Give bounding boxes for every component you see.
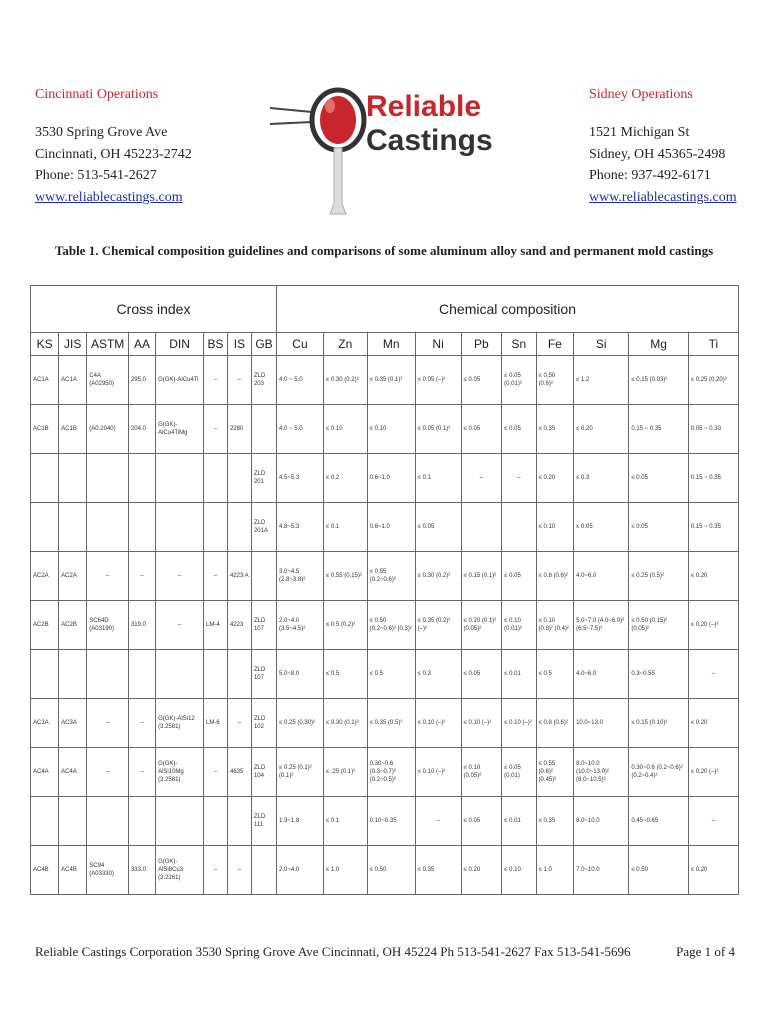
table-cell: 0.30~0.6 (0.3~0.7)² (0.2~0.5)² xyxy=(367,748,415,797)
table-cell: LM-6 xyxy=(204,699,228,748)
table-cell: – xyxy=(204,405,228,454)
table-cell: AC4A xyxy=(59,748,87,797)
table-cell: ≤ 0.8 (0.6)² xyxy=(536,552,574,601)
table-caption: Table 1. Chemical composition guidelines and comparisons of some aluminum alloy sand and permanent mold castings xyxy=(54,243,714,258)
table-cell: – xyxy=(688,797,738,846)
table-cell: 0.15 ~ 0.35 xyxy=(688,454,738,503)
table-cell xyxy=(227,503,251,552)
table-cell: ≤ 0.8 (0.6)² xyxy=(536,699,574,748)
table-cell: ≤ 0.5 xyxy=(367,650,415,699)
table-cell: ≤ 0.05 (0.01) xyxy=(502,748,536,797)
column-header: Zn xyxy=(323,333,367,356)
table-cell: ≤ 0.10 (–)² xyxy=(415,748,461,797)
table-cell: – xyxy=(415,797,461,846)
table-cell: ≤ 0.25 (0.5)² xyxy=(629,552,688,601)
column-header: Sn xyxy=(502,333,536,356)
table-cell: ≤ 0.01 xyxy=(502,797,536,846)
table-cell xyxy=(227,454,251,503)
table-cell: – xyxy=(502,454,536,503)
table-cell: ≤ 0.3 xyxy=(415,650,461,699)
table-cell xyxy=(251,405,276,454)
table-cell: ≤ 0.5 xyxy=(536,650,574,699)
footer-text: Reliable Castings Corporation 3530 Spring Grove Ave Cincinnati, OH 45224 Ph 513-541-2627 Fax 513-541-5696 xyxy=(35,944,631,959)
column-header: Pb xyxy=(461,333,502,356)
table-cell xyxy=(59,797,87,846)
composition-table xyxy=(30,285,739,895)
table-cell: ≤ 0.05 xyxy=(629,503,688,552)
table-cell xyxy=(59,503,87,552)
column-header: JIS xyxy=(59,333,87,356)
table-cell: AC2A xyxy=(59,552,87,601)
table-cell: ≤ 0.20 xyxy=(536,454,574,503)
table-cell: 2.0~4.0 xyxy=(277,846,324,895)
table-cell: C4A (A02950) xyxy=(87,356,129,405)
table-cell: 319.0 xyxy=(128,601,155,650)
table-cell: ≤ 0.05 xyxy=(502,405,536,454)
table-cell: ≤ 0.15 (0.03)² xyxy=(629,356,688,405)
table-cell: ≤ 0.05 (0.01)² xyxy=(502,356,536,405)
table-cell: ZLD 203 xyxy=(251,356,276,405)
sidney-street: 1521 Michigan St xyxy=(589,125,690,140)
table-cell: 3.0~4.5 (2.8~3.8)² xyxy=(277,552,324,601)
chemical-composition-header: Chemical composition xyxy=(277,286,739,333)
table-cell: G(GK)-AlSi12 (3.2581) xyxy=(156,699,204,748)
table-cell: G(GK)-AlCu4Ti xyxy=(156,356,204,405)
table-cell: 1.3~1.8 xyxy=(277,797,324,846)
table-cell xyxy=(461,503,502,552)
table-cell: – xyxy=(128,748,155,797)
table-cell: 5.0~8.0 xyxy=(277,650,324,699)
table-cell: ≤ 0.20 xyxy=(688,846,738,895)
table-cell: 4223 A xyxy=(227,552,251,601)
table-cell xyxy=(227,650,251,699)
table-cell: 0.15 ~ 0.35 xyxy=(629,405,688,454)
table-cell xyxy=(31,650,59,699)
table-cell: 5.0~7.0 (4.0~6.0)² (6.5~7.5)² xyxy=(574,601,629,650)
table-cell: ≤ 0.35 (0.1)² xyxy=(367,356,415,405)
column-header: Si xyxy=(574,333,629,356)
table-cell: ≤ 0.35 (0.2)² (–)² xyxy=(415,601,461,650)
table-cell: LM-4 xyxy=(204,601,228,650)
column-header: Ni xyxy=(415,333,461,356)
table-cell xyxy=(156,797,204,846)
table-cell: ≤ 0.50 (0.15)² (0.05)² xyxy=(629,601,688,650)
column-header: ASTM xyxy=(87,333,129,356)
table-cell: ≤ 0.30 (0.2)² xyxy=(323,356,367,405)
table-cell: 2280 xyxy=(227,405,251,454)
table-cell xyxy=(128,797,155,846)
table-cell: G(GK)-AlSi8Cu3 (3.2161) xyxy=(156,846,204,895)
table-cell: – xyxy=(204,748,228,797)
table-cell: ≤ 0.20 (–)² xyxy=(688,601,738,650)
table-cell: – xyxy=(204,552,228,601)
table-cell: ≤ 0.55 (0.15)² xyxy=(323,552,367,601)
table-cell: ZLD 107 xyxy=(251,601,276,650)
table-cell: ≤ 0.10 (0.8)² (0.4)² xyxy=(536,601,574,650)
table-cell xyxy=(251,846,276,895)
cross-index-header: Cross index xyxy=(31,286,277,333)
table-cell xyxy=(128,503,155,552)
table-cell: ≤ 0.55 (0.2~0.6)² xyxy=(367,552,415,601)
table-cell: 4.0 ~ 5.0 xyxy=(277,356,324,405)
table-cell: ≤ 0.10 xyxy=(323,405,367,454)
table-cell: AC1A xyxy=(31,356,59,405)
table-row xyxy=(31,846,739,895)
table-cell: ≤ 0.50 (0.6)² xyxy=(536,356,574,405)
table-cell xyxy=(251,552,276,601)
table-cell: G(GK)-AlSi10Mg (3.2581) xyxy=(156,748,204,797)
table-cell: ≤ 0.10 xyxy=(367,405,415,454)
table-cell: 8.0~10.0 xyxy=(574,797,629,846)
table-cell: ≤ 0.15 (0.10)² xyxy=(629,699,688,748)
cincinnati-title: Cincinnati Operations xyxy=(35,87,159,102)
page-number: Page 1 of 4 xyxy=(676,944,735,959)
table-cell: ≤ 0.50 xyxy=(629,846,688,895)
table-row xyxy=(31,650,739,699)
table-cell: G(GK)-AlCu4TiMg xyxy=(156,405,204,454)
column-header: GB xyxy=(251,333,276,356)
table-cell: 4635 xyxy=(227,748,251,797)
column-header: AA xyxy=(128,333,155,356)
table-cell: 4.5~5.3 xyxy=(277,454,324,503)
table-cell: ≤ 0.1 xyxy=(323,797,367,846)
table-cell: – xyxy=(688,650,738,699)
sidney-city: Sidney, OH 45365-2498 xyxy=(589,146,726,162)
table-cell: ≤ 0.25 (0.1)² (0.1)² xyxy=(277,748,324,797)
table-cell: 10.0~13.0 xyxy=(574,699,629,748)
table-cell xyxy=(31,797,59,846)
table-cell xyxy=(59,650,87,699)
table-cell: 295.0 xyxy=(128,356,155,405)
table-cell: ≤ 0.20 xyxy=(461,846,502,895)
sidney-phone: Phone: 937-492-6171 xyxy=(589,168,711,183)
table-cell: ≤ 0.20 xyxy=(688,699,738,748)
table-cell: ≤ 0.1 xyxy=(323,503,367,552)
table-cell xyxy=(128,650,155,699)
table-row xyxy=(31,601,739,650)
table-cell: 0.05 ~ 0.30 xyxy=(688,405,738,454)
table-cell: SC64D (A03190) xyxy=(87,601,129,650)
table-cell: – xyxy=(87,748,129,797)
column-header: Mg xyxy=(629,333,688,356)
table-cell: – xyxy=(204,356,228,405)
table-cell: ≤ 0.05 xyxy=(461,356,502,405)
column-header: Fe xyxy=(536,333,574,356)
table-cell xyxy=(87,503,129,552)
table-cell: ≤ 1.0 xyxy=(536,846,574,895)
table-cell: ≤ 0.50 xyxy=(367,846,415,895)
table-cell xyxy=(87,650,129,699)
table-row xyxy=(31,699,739,748)
table-cell: – xyxy=(461,454,502,503)
table-cell: ZLD 201A xyxy=(251,503,276,552)
table-cell: 4.0~6.0 xyxy=(574,650,629,699)
table-cell xyxy=(204,503,228,552)
table-cell: ≤ 0.10 (0.05)² xyxy=(461,748,502,797)
logo-line-1: Reliable xyxy=(366,90,482,123)
table-cell: – xyxy=(227,356,251,405)
table-cell: 333.0 xyxy=(128,846,155,895)
table-cell: ≤ 0.15 (0.1)² xyxy=(461,552,502,601)
table-cell: ≤ .25 (0.1)² xyxy=(323,748,367,797)
table-cell: 0.6~1.0 xyxy=(367,503,415,552)
table-cell: ≤ 0.05 xyxy=(574,503,629,552)
table-cell: 0.10~0.35 xyxy=(367,797,415,846)
table-row xyxy=(31,503,739,552)
cincinnati-block xyxy=(35,86,235,208)
table-cell: (A0.2040) xyxy=(87,405,129,454)
table-cell: SC94 (A03330) xyxy=(87,846,129,895)
table-cell: 2.0~4.0 (3.5~4.5)² xyxy=(277,601,324,650)
table-cell: AC4B xyxy=(31,846,59,895)
table-row xyxy=(31,356,739,405)
table-cell: ≤ 0.05 xyxy=(415,503,461,552)
table-cell: ≤ 0.20 (–)² xyxy=(688,748,738,797)
table-cell: 4.0 ~ 5.0 xyxy=(277,405,324,454)
table-cell: – xyxy=(128,552,155,601)
table-cell: – xyxy=(227,699,251,748)
table-cell: 8.0~10.0 (10.0~13.0)² (8.0~10.5)² xyxy=(574,748,629,797)
table-cell: 0.15 ~ 0.35 xyxy=(688,503,738,552)
table-cell: ≤ 0.3 xyxy=(574,454,629,503)
table-cell: ≤ 0.05 xyxy=(502,552,536,601)
table-cell: ≤ 0.35 xyxy=(415,846,461,895)
column-header: KS xyxy=(31,333,59,356)
table-cell: ≤ 0.10 xyxy=(502,846,536,895)
logo-line-2: Castings xyxy=(366,124,493,157)
table-cell: ZLD 201 xyxy=(251,454,276,503)
table-cell: ≤ 0.30 (0.2)² xyxy=(415,552,461,601)
table-row xyxy=(31,405,739,454)
table-cell: – xyxy=(156,552,204,601)
column-header: Mn xyxy=(367,333,415,356)
cincinnati-web-link[interactable]: www.reliablecastings.com xyxy=(35,189,183,205)
table-cell: AC2B xyxy=(59,601,87,650)
table-cell: ≤ 0.05 xyxy=(461,405,502,454)
table-cell: ≤ 0.30 (0.1)² xyxy=(323,699,367,748)
table-cell: ≤ 0.10 (0.01)² xyxy=(502,601,536,650)
table-cell: ≤ 0.35 xyxy=(536,797,574,846)
table-cell xyxy=(204,454,228,503)
table-cell: AC1B xyxy=(31,405,59,454)
table-row xyxy=(31,797,739,846)
table-cell xyxy=(156,650,204,699)
footer xyxy=(35,944,735,960)
table-cell: ≤ 0.2 xyxy=(323,454,367,503)
table-cell: ≤ 0.20 xyxy=(574,405,629,454)
table-cell: 0.30~0.6 (0.2~0.6)² (0.2~0.4)² xyxy=(629,748,688,797)
table-cell: ≤ 0.1 xyxy=(415,454,461,503)
table-cell xyxy=(59,454,87,503)
column-header: BS xyxy=(204,333,228,356)
table-cell xyxy=(227,797,251,846)
table-cell: AC2B xyxy=(31,601,59,650)
table-cell: ≤ 1.0 xyxy=(323,846,367,895)
table-cell: ≤ 0.50 (0.2~0.6)² (0.3)² xyxy=(367,601,415,650)
column-header: DIN xyxy=(156,333,204,356)
table-cell: ≤ 0.05 xyxy=(461,650,502,699)
sidney-block xyxy=(589,86,759,208)
table-cell: AC3A xyxy=(59,699,87,748)
table-cell: ≤ 0.05 (0.1)² xyxy=(415,405,461,454)
table-cell: ≤ 0.10 (–)² xyxy=(415,699,461,748)
column-header: Cu xyxy=(277,333,324,356)
table-cell: AC2A xyxy=(31,552,59,601)
cincinnati-phone: Phone: 513-541-2627 xyxy=(35,168,157,183)
table-cell: ≤ 0.55 (0.6)² (0.45)² xyxy=(536,748,574,797)
table-cell: 204.0 xyxy=(128,405,155,454)
table-cell: 4.8~5.3 xyxy=(277,503,324,552)
table-cell: ≤ 0.5 (0.2)² xyxy=(323,601,367,650)
table-cell xyxy=(87,797,129,846)
table-cell: ≤ 0.35 xyxy=(536,405,574,454)
table-cell: 0.6~1.0 xyxy=(367,454,415,503)
table-cell: AC4B xyxy=(59,846,87,895)
table-cell: – xyxy=(204,846,228,895)
table-cell: ≤ 0.25 (0.20)² xyxy=(688,356,738,405)
table-cell: 7.0~10.0 xyxy=(574,846,629,895)
table-cell: ≤ 0.10 (–)² xyxy=(461,699,502,748)
table-cell xyxy=(31,454,59,503)
table-cell xyxy=(156,503,204,552)
table-cell: ≤ 0.25 (0.30)² xyxy=(277,699,324,748)
table-cell: ≤ 0.20 xyxy=(688,552,738,601)
table-cell: – xyxy=(156,601,204,650)
table-cell: ≤ 0.05 (–)² xyxy=(415,356,461,405)
table-cell: 0.3~0.55 xyxy=(629,650,688,699)
table-cell: 4.0~6.0 xyxy=(574,552,629,601)
column-header: Ti xyxy=(688,333,738,356)
table-cell: ≤ 1.2 xyxy=(574,356,629,405)
table-cell: – xyxy=(227,846,251,895)
table-cell: ZLD 111 xyxy=(251,797,276,846)
sidney-title: Sidney Operations xyxy=(589,87,693,102)
table-cell xyxy=(204,650,228,699)
cincinnati-street: 3530 Spring Grove Ave xyxy=(35,125,168,140)
table-cell: 4223 xyxy=(227,601,251,650)
table-cell: ZLD 107 xyxy=(251,650,276,699)
table-row xyxy=(31,552,739,601)
table-cell: – xyxy=(87,552,129,601)
table-cell xyxy=(502,503,536,552)
table-row xyxy=(31,748,739,797)
table-cell: AC4A xyxy=(31,748,59,797)
table-cell: – xyxy=(87,699,129,748)
table-cell: AC1A xyxy=(59,356,87,405)
table-cell xyxy=(204,797,228,846)
table-cell: ≤ 0.05 xyxy=(461,797,502,846)
table-cell: ≤ 0.01 xyxy=(502,650,536,699)
table-cell xyxy=(31,503,59,552)
table-cell: ≤ 0.35 (0.5)² xyxy=(367,699,415,748)
table-cell: ≤ 0.10 xyxy=(536,503,574,552)
table-cell: ≤ 0.5 xyxy=(323,650,367,699)
table-cell: ZLD 104 xyxy=(251,748,276,797)
cincinnati-city: Cincinnati, OH 45223-2742 xyxy=(35,146,192,162)
table-cell: ≤ 0.05 xyxy=(629,454,688,503)
table-cell xyxy=(87,454,129,503)
table-cell xyxy=(156,454,204,503)
sidney-web-link[interactable]: www.reliablecastings.com xyxy=(589,189,737,205)
table-cell: ZLD 102 xyxy=(251,699,276,748)
table-cell: AC3A xyxy=(31,699,59,748)
table-cell: 0.45~0.65 xyxy=(629,797,688,846)
table-row xyxy=(31,454,739,503)
table-cell: ≤ 0.20 (0.1)² (0.05)² xyxy=(461,601,502,650)
column-header: IS xyxy=(227,333,251,356)
table-cell xyxy=(128,454,155,503)
table-cell: ≤ 0.10 (–)² xyxy=(502,699,536,748)
table-cell: AC1B xyxy=(59,405,87,454)
reliable-castings-logo xyxy=(268,82,493,220)
table-cell: – xyxy=(128,699,155,748)
